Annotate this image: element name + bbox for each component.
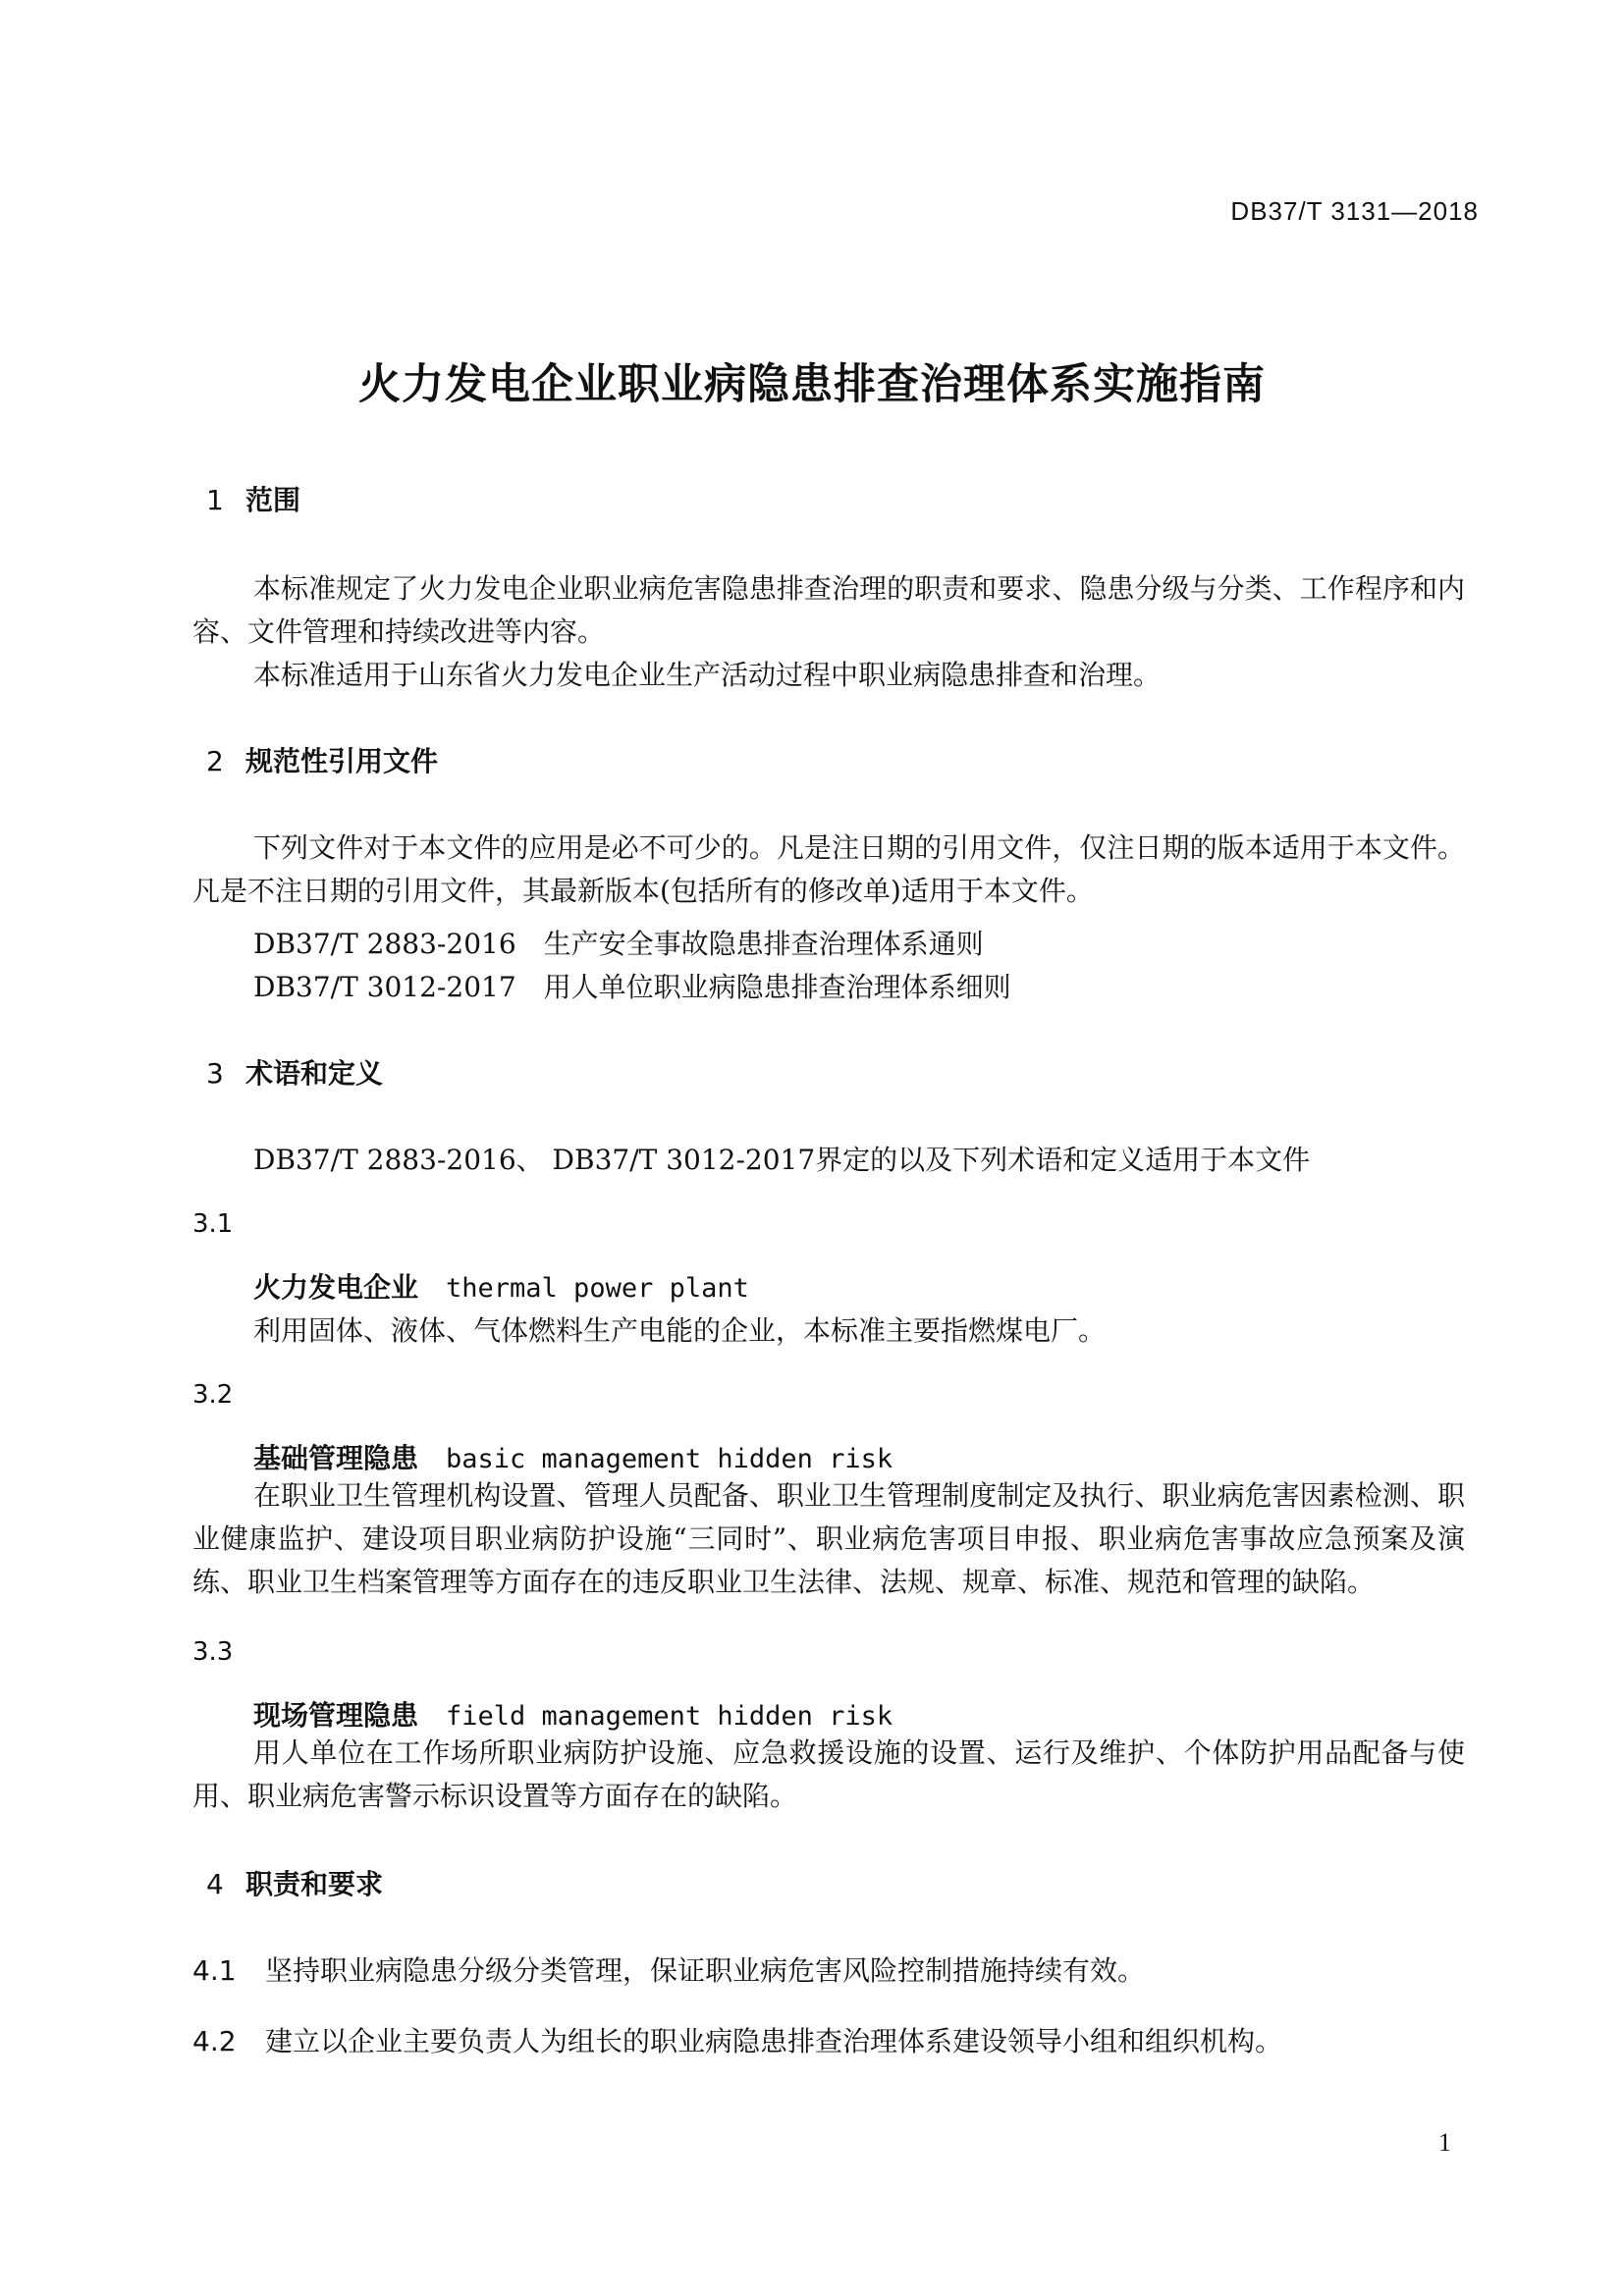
term-number: 3.2 <box>192 1380 234 1410</box>
section-number: 4 <box>206 1868 224 1900</box>
section-title: 规范性引用文件 <box>245 745 439 777</box>
normative-reference-1: DB37/T 2883-2016 生产安全事故隐患排查治理体系通则 <box>253 928 984 960</box>
term-english: basic management hidden risk <box>446 1444 893 1474</box>
section-number: 3 <box>206 1057 224 1090</box>
section-number: 1 <box>206 484 224 516</box>
section-4-heading <box>206 1863 383 1902</box>
normative-reference-2: DB37/T 3012-2017 用人单位职业病隐患排查治理体系细则 <box>253 971 1011 1003</box>
term-chinese: 火力发电企业 <box>253 1271 419 1304</box>
section-1-heading <box>206 479 300 518</box>
term-entry <box>253 1437 893 1476</box>
section-2-heading <box>206 740 438 779</box>
page-number: 1 <box>1438 2128 1451 2157</box>
term-number: 3.1 <box>192 1209 234 1239</box>
clause-number: 4.2 <box>192 2025 237 2057</box>
term-chinese: 现场管理隐患 <box>253 1699 419 1732</box>
term-english: thermal power plant <box>446 1273 749 1304</box>
clause-number: 4.1 <box>192 1954 237 1987</box>
document-title: 火力发电企业职业病隐患排查治理体系实施指南 <box>358 360 1266 409</box>
section-3-heading <box>206 1052 383 1092</box>
section-number: 2 <box>206 745 224 777</box>
section-title: 范围 <box>245 484 301 516</box>
clause-item <box>192 1949 1145 1989</box>
term-entry <box>253 1266 749 1306</box>
section-1-paragraph-1: 本标准规定了火力发电企业职业病危害隐患排查治理的职责和要求、隐患分级与分类、工作程序和内容、文件管理和持续改进等内容。 <box>192 572 1465 648</box>
document-id: DB37/T 3131—2018 <box>1230 196 1479 226</box>
term-definition: 用人单位在工作场所职业病防护设施、应急救援设施的设置、运行及维护、个体防护用品配备与使用、职业病危害警示标识设置等方面存在的缺陷。 <box>192 1736 1465 1812</box>
section-1-paragraph-2: 本标准适用于山东省火力发电企业生产活动过程中职业病隐患排查和治理。 <box>253 659 1162 691</box>
clause-text: 建立以企业主要负责人为组长的职业病隐患排查治理体系建设领导小组和组织机构。 <box>265 2025 1283 2057</box>
term-english: field management hidden risk <box>446 1701 893 1732</box>
clause-text: 坚持职业病隐患分级分类管理，保证职业病危害风险控制措施持续有效。 <box>265 1954 1146 1987</box>
term-number: 3.3 <box>192 1637 234 1667</box>
term-definition: 利用固体、液体、气体燃料生产电能的企业，本标准主要指燃煤电厂。 <box>253 1314 1107 1347</box>
section-title: 职责和要求 <box>245 1868 384 1900</box>
section-2-paragraph: 下列文件对于本文件的应用是必不可少的。凡是注日期的引用文件，仅注日期的版本适用于本文件。凡是不注日期的引用文件，其最新版本(包括所有的修改单)适用于本文件。 <box>192 831 1465 907</box>
clause-item <box>192 2020 1282 2059</box>
term-definition: 在职业卫生管理机构设置、管理人员配备、职业卫生管理制度制定及执行、职业病危害因素检测、职业健康监护、建设项目职业病防护设施“三同时”、职业病危害项目申报、职业病危害事故应急预案及演练、职业卫生档案管理等方面存在的违反职业卫生法律、法规、规章、标准、规范和管理的缺陷。 <box>192 1479 1465 1598</box>
section-3-intro: DB37/T 2883-2016、 DB37/T 3012-2017界定的以及下列术语和定义适用于本文件 <box>253 1144 1311 1176</box>
section-title: 术语和定义 <box>245 1057 384 1090</box>
term-chinese: 基础管理隐患 <box>253 1442 419 1474</box>
term-entry <box>253 1694 893 1734</box>
